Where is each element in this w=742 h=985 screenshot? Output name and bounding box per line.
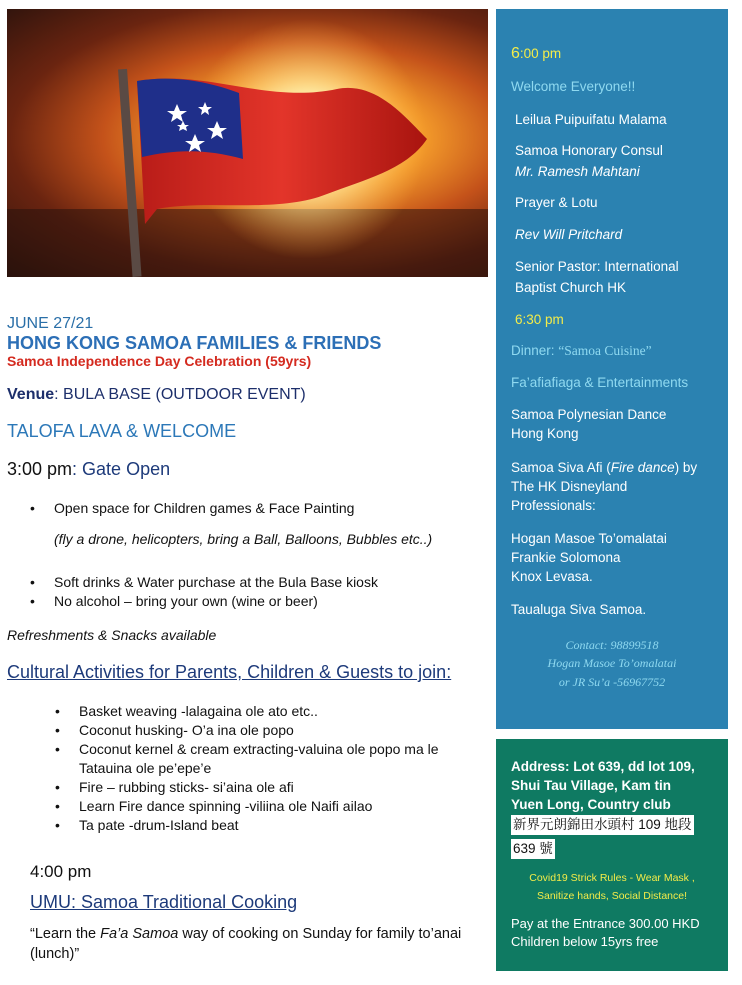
list-item: • Coconut husking- O’a ina ole popo bbox=[55, 721, 475, 740]
address-line-3: Yuen Long, Country club bbox=[511, 797, 671, 812]
program-dance-1: Samoa Polynesian Dance bbox=[511, 407, 667, 422]
program-time-6pm bbox=[511, 44, 561, 64]
dinner-value: “Samoa Cuisine” bbox=[558, 343, 652, 358]
dinner-label: Dinner: bbox=[511, 343, 559, 358]
contact-name: Hogan Masoe To’omalatai bbox=[547, 656, 677, 670]
program-welcome: Welcome Everyone!! bbox=[511, 79, 636, 94]
payment-info bbox=[511, 915, 700, 951]
cultural-list bbox=[55, 702, 475, 835]
learn-post: way of cooking on Sunday for family to’anai (lunch)” bbox=[30, 926, 462, 962]
list-item: • No alcohol – bring your own (wine or beer) bbox=[30, 592, 378, 611]
venue-line bbox=[7, 386, 306, 404]
umu-description bbox=[30, 924, 470, 964]
list-item: • Soft drinks & Water purchase at the Bula Base kiosk bbox=[30, 573, 378, 592]
umu-heading bbox=[30, 892, 297, 913]
performer-1: Hogan Masoe To’omalatai bbox=[511, 531, 667, 546]
performer-2: Frankie Solomona bbox=[511, 550, 621, 565]
siva-1c: ) by bbox=[674, 460, 698, 475]
event-date: JUNE 27/21 bbox=[7, 315, 94, 332]
activities-hint: (fly a drone, helicopters, bring a Ball, Balloons, Bubbles etc..) bbox=[54, 531, 433, 547]
samoa-flag-illustration bbox=[7, 9, 488, 277]
learn-italic: Fa’a Samoa bbox=[100, 926, 179, 942]
hero-flag-photo bbox=[7, 9, 488, 277]
program-prayer: Prayer & Lotu bbox=[515, 195, 598, 210]
pay-line-1: Pay at the Entrance 300.00 HKD bbox=[511, 916, 700, 931]
address-block bbox=[511, 757, 695, 859]
program-panel bbox=[496, 9, 728, 729]
siva-1b: Fire dance bbox=[610, 460, 675, 475]
program-entertainment: Fa’afiafiaga & Entertainments bbox=[511, 375, 689, 390]
program-consul-title: Samoa Honorary Consul bbox=[515, 143, 663, 158]
program-dinner bbox=[511, 341, 652, 361]
program-time-630: 6:30 pm bbox=[515, 312, 564, 327]
gate-time: 3:00 pm bbox=[7, 459, 73, 479]
list-item: • Fire – rubbing sticks- si’aina ole afi bbox=[55, 778, 475, 797]
event-subheadline: Samoa Independence Day Celebration (59yrs) bbox=[7, 353, 312, 369]
time-6-digit: 6 bbox=[511, 45, 520, 62]
covid-rules bbox=[496, 869, 728, 905]
program-speaker: Leilua Puipuifatu Malama bbox=[515, 112, 667, 127]
program-siva-3: Professionals: bbox=[511, 498, 596, 513]
siva-1a: Samoa Siva Afi ( bbox=[511, 460, 611, 475]
venue-label: Venue bbox=[7, 386, 55, 403]
program-siva-2: The HK Disneyland bbox=[511, 479, 628, 494]
gate-label: : Gate Open bbox=[72, 459, 171, 479]
umu-rest: : Samoa Traditional Cooking bbox=[71, 892, 298, 912]
list-item: • Ta pate -drum-Island beat bbox=[55, 816, 475, 835]
list-item: • Open space for Children games & Face Painting bbox=[30, 499, 354, 518]
covid-line-2: Sanitize hands, Social Distance! bbox=[537, 890, 687, 902]
gate-open-line bbox=[7, 459, 170, 480]
list-item: • Learn Fire dance spinning -viliina ole Naifi ailao bbox=[55, 797, 475, 816]
umu-time: 4:00 pm bbox=[30, 862, 92, 881]
refreshments-note: Refreshments & Snacks available bbox=[7, 627, 217, 643]
program-siva-1 bbox=[511, 458, 697, 478]
address-chinese-1: 新界元朗錦田水頭村 109 地段 bbox=[511, 815, 694, 835]
covid-line-1: Covid19 Strick Rules - Wear Mask , bbox=[529, 872, 695, 884]
address-chinese-2: 639 號 bbox=[511, 839, 555, 859]
umu-prefix: UMU bbox=[30, 892, 71, 912]
contact-alt: or JR Su’a -56967752 bbox=[558, 675, 666, 689]
program-finale: Taualuga Siva Samoa. bbox=[511, 602, 647, 617]
activities-list-b bbox=[30, 573, 378, 611]
program-consul-name: Mr. Ramesh Mahtani bbox=[515, 164, 640, 179]
address-line-2: Shui Tau Village, Kam tin bbox=[511, 778, 672, 793]
venue-value: : BULA BASE (OUTDOOR EVENT) bbox=[54, 386, 306, 403]
pay-line-2: Children below 15yrs free bbox=[511, 934, 659, 949]
activities-list-a bbox=[30, 499, 354, 518]
welcome-heading: TALOFA LAVA & WELCOME bbox=[7, 421, 237, 441]
list-item: • Basket weaving -lalagaina ole ato etc.. bbox=[55, 702, 475, 721]
program-pastor-1: Senior Pastor: International bbox=[515, 259, 679, 274]
list-item: • Coconut kernel & cream extracting-valuina ole popo ma le Tatauina ole pe’epe’e bbox=[55, 740, 475, 778]
program-dance-2: Hong Kong bbox=[511, 426, 579, 441]
contact-phone: Contact: 98899518 bbox=[565, 638, 659, 652]
flag-blue-canton bbox=[137, 79, 243, 159]
event-headline: HONG KONG SAMOA FAMILIES & FRIENDS bbox=[7, 333, 382, 353]
time-6-rest: :00 pm bbox=[519, 46, 562, 61]
cultural-heading: Cultural Activities for Parents, Children & Guests to join: bbox=[7, 662, 452, 682]
performer-3: Knox Levasa. bbox=[511, 569, 593, 584]
info-panel bbox=[496, 739, 728, 971]
program-pastor-2: Baptist Church HK bbox=[515, 280, 627, 295]
learn-pre: “Learn the bbox=[30, 926, 101, 942]
address-line-1: Address: Lot 639, dd lot 109, bbox=[511, 759, 695, 774]
program-rev: Rev Will Pritchard bbox=[515, 227, 623, 242]
